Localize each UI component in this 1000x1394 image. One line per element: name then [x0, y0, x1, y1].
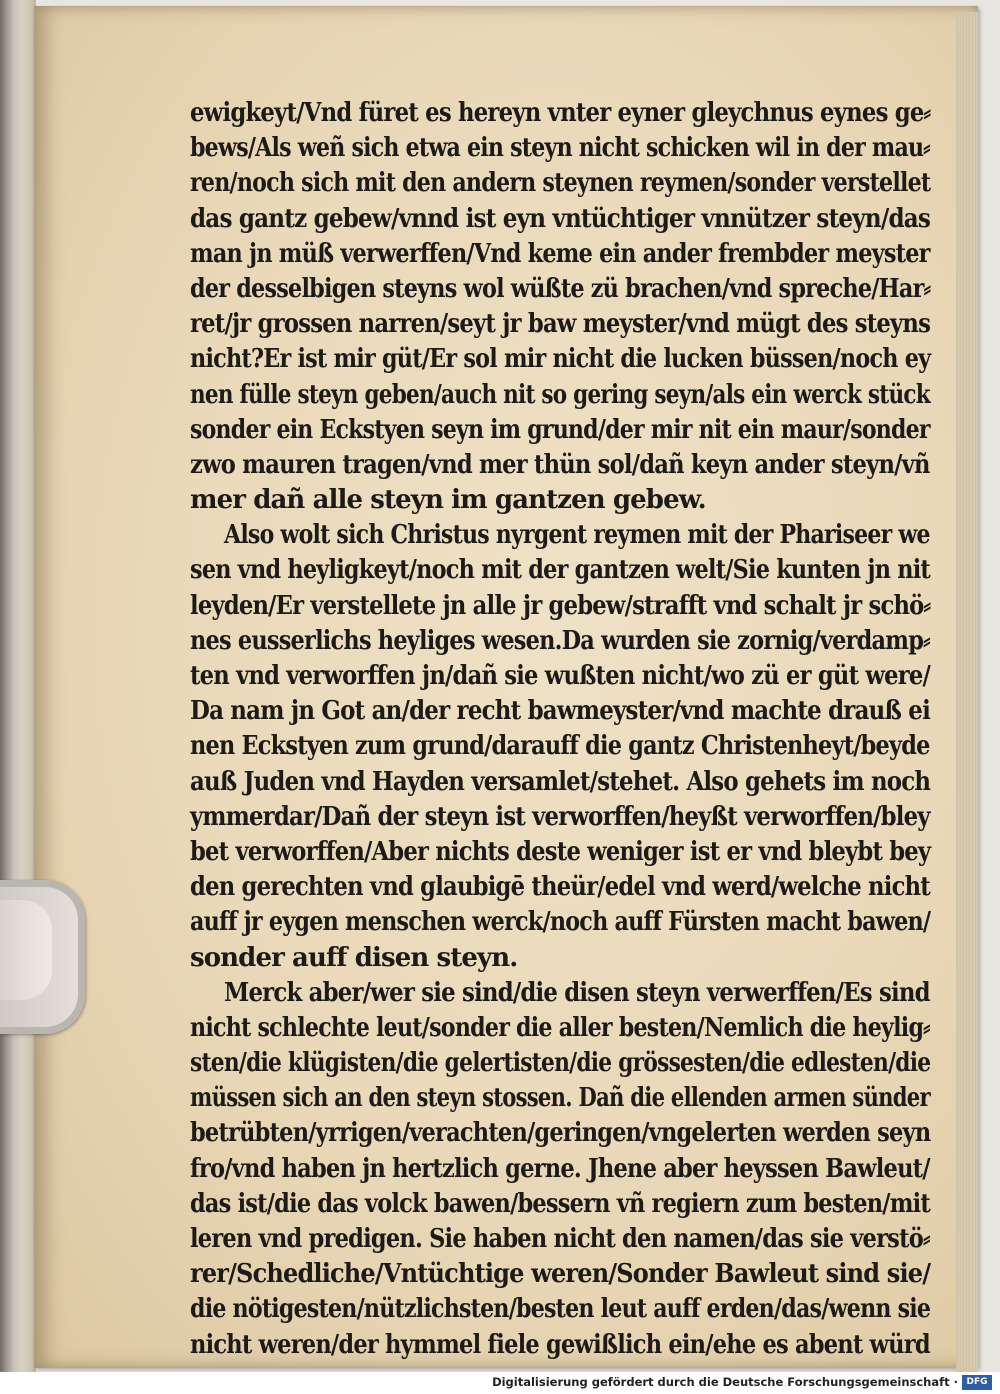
text-line: mer dañ alle steyn im gantzen gebew.: [190, 485, 706, 516]
text-line: Da nam jn Got an/der recht bawmeyster/vnd machte drauß ei: [190, 696, 930, 727]
text-line: Merck aber/wer sie sind/die disen steyn verwerffen/Es sind: [224, 977, 930, 1008]
text-line: leren vnd predigen. Sie haben nicht den namen/das sie verstö⸗: [190, 1224, 930, 1254]
text-line: fro/vnd haben jn hertzlich gerne. Jhene aber heyssen Bawleut/: [190, 1153, 930, 1184]
text-line: nicht?Er ist mir güt/Er sol mir nicht die lucken büssen/noch ey: [190, 344, 931, 375]
text-line: leyden/Er verstellete jn alle jr gebew/strafft vnd schalt jr schö⸗: [190, 590, 931, 621]
text-line: zwo mauren tragen/vnd mer thün sol/dañ keyn ander steyn/vñ: [190, 449, 930, 480]
text-line: der desselbigen steyns wol wüßte zü brachen/vnd spreche/Har⸗: [190, 273, 931, 304]
text-line: bet verworffen/Aber nichts deste weniger ist er vnd bleybt bey: [190, 836, 931, 867]
text-line: sonder auff disen steyn.: [190, 942, 518, 973]
text-line: rer/Schedliche/Vntüchtige weren/Sonder Bawleut sind sie/: [190, 1259, 931, 1290]
dfg-logo-icon: DFG: [962, 1375, 992, 1390]
book-clasp-inner: [0, 900, 52, 1000]
text-line: ret/jr grossen narren/seyt jr baw meyster/vnd mügt des steyns: [190, 309, 931, 340]
text-line: nicht weren/der hymmel fiele gewißlich ein/ehe es abent würd: [190, 1329, 930, 1360]
text-line: die nötigesten/nützlichsten/besten leut auff erden/das/wenn sie: [190, 1294, 931, 1325]
page-fore-edge: [956, 12, 978, 1372]
text-line: sten/die klügisten/die gelertisten/die grössesten/die edlesten/die: [190, 1048, 931, 1079]
text-line: sonder ein Eckstyen seyn im grund/der mir nit ein maur/sonder: [190, 414, 930, 445]
text-line: Also wolt sich Christus nyrgent reymen mit der Phariseer we: [224, 520, 930, 551]
footer-credit: Digitalisierung gefördert durch die Deutsche Forschungsgemeinschaft ·: [492, 1375, 958, 1389]
text-line: bews/Als weñ sich etwa ein steyn nicht schicken wil in der mau⸗: [190, 133, 930, 164]
text-line: ren/noch sich mit den andern steynen reymen/sonder verstellet: [190, 168, 931, 199]
text-line: nicht schlechte leut/sonder die aller besten/Nemlich die heylig⸗: [190, 1012, 930, 1043]
book-binding: [0, 0, 36, 1372]
text-line: ten vnd verworffen jn/dañ sie wußten nicht/wo zü er güt were/: [190, 661, 930, 691]
text-line: ymmerdar/Dañ der steyn ist verworffen/heyßt verworffen/bley: [190, 801, 930, 832]
text-line: das gantz gebew/vnnd ist eyn vntüchtiger vnnützer steyn/das: [190, 203, 931, 234]
text-line: müssen sich an den steyn stossen. Dañ die ellenden armen sünder: [190, 1083, 930, 1114]
text-line: das ist/die das volck bawen/bessern vñ regiern zum besten/mit: [190, 1188, 930, 1219]
page-text-block: [190, 96, 940, 1363]
text-line: nen Eckstyen zum grund/darauff die gantz Christenheyt/beyde: [190, 731, 930, 762]
text-line: auff jr eygen menschen werck/noch auff Fürsten macht bawen/: [190, 907, 931, 938]
text-line: nes eusserlichs heyliges wesen.Da wurden sie zornig/verdamp⸗: [190, 625, 930, 656]
text-line: den gerechten vnd glaubigē theür/edel vnd werd/welche nicht: [190, 872, 930, 903]
text-line: sen vnd heyligkeyt/noch mit der gantzen welt/Sie kunten jn nit: [190, 555, 930, 586]
text-line: auß Juden vnd Hayden versamlet/stehet. Also gehets im noch: [190, 766, 931, 797]
text-line: ewigkeyt/Vnd füret es hereyn vnter eyner gleychnus eynes ge⸗: [190, 98, 931, 128]
text-line: man jn müß verwerffen/Vnd keme ein ander frembder meyster: [190, 238, 930, 269]
text-line: nen fülle steyn geben/auch nit so gering seyn/als ein werck stück: [190, 379, 930, 410]
footer-bar: [0, 1372, 1000, 1394]
text-line: betrübten/yrrigen/verachten/geringen/vngelerten werden seyn: [190, 1118, 931, 1149]
